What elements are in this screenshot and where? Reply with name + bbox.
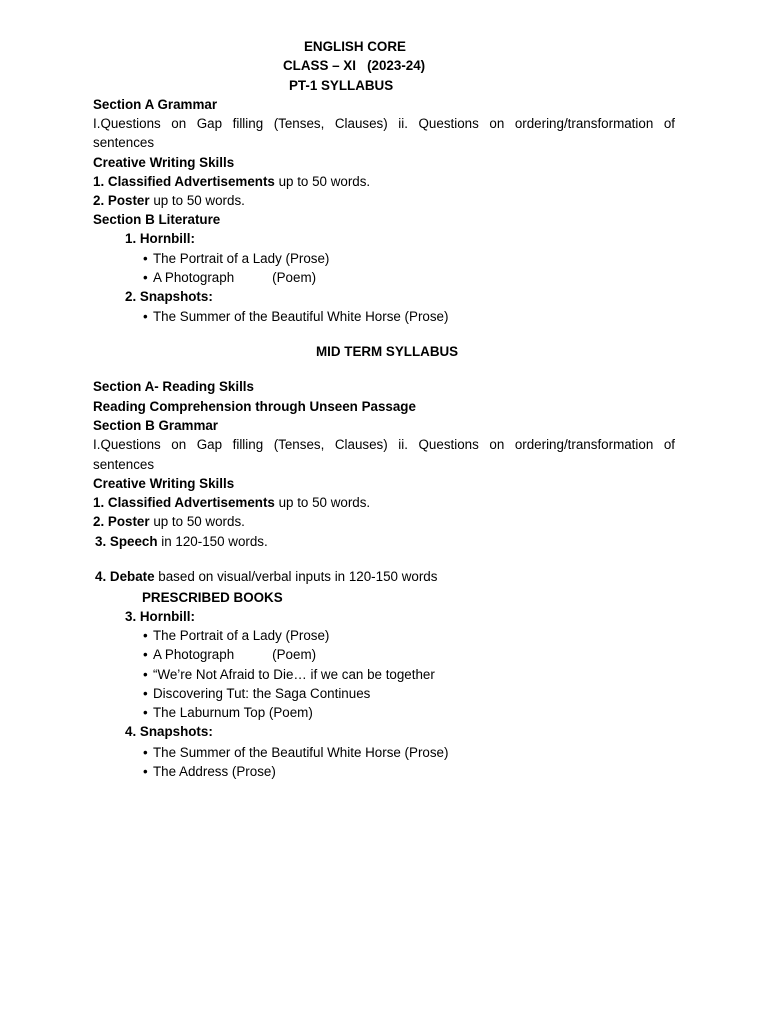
mid-snapshots-heading: 4. Snapshots: — [125, 724, 213, 739]
item-rest: up to 50 words. — [149, 193, 245, 208]
pt1-cw-item-1 — [93, 174, 370, 190]
pt1-hornbill-item — [153, 270, 316, 286]
mid-section-b-heading: Section B Grammar — [93, 418, 219, 433]
pt1-creative-writing-heading: Creative Writing Skills — [93, 155, 235, 170]
item-number: 1. — [93, 495, 105, 510]
pt1-hornbill-heading: 1. Hornbill: — [125, 231, 195, 246]
item-number: 2. — [93, 193, 105, 208]
pt1-cw-item-2 — [93, 193, 245, 209]
item-number: 4. — [95, 569, 107, 584]
pt1-snapshots-item: • The Summer of the Beautiful White Horse (Prose) — [153, 309, 448, 325]
mid-cw-item-1 — [93, 495, 370, 511]
mid-hornbill-item: • Discovering Tut: the Saga Continues — [153, 686, 370, 702]
mid-hornbill-item: • “We’re Not Afraid to Die… if we can be together — [153, 667, 435, 683]
item-bold: Classified Advertisements — [107, 495, 275, 510]
mid-hornbill-heading: 3. Hornbill: — [125, 609, 195, 624]
item-number: 1. — [93, 174, 105, 189]
item-genre: (Poem) — [272, 647, 317, 662]
pt1-grammar-line-2: sentences — [93, 135, 155, 150]
item-title: A Photograph — [153, 647, 235, 662]
doc-title: ENGLISH CORE — [304, 39, 406, 54]
class-title: CLASS – XI (2023-24) — [283, 58, 426, 73]
item-rest: in 120-150 words. — [157, 534, 268, 549]
item-rest: up to 50 words. — [274, 174, 371, 189]
item-number: 3. — [95, 534, 107, 549]
mid-section-a-heading: Section A- Reading Skills — [93, 379, 254, 394]
mid-hornbill-item — [153, 647, 316, 663]
item-bold: Debate — [109, 569, 155, 584]
item-rest: up to 50 words. — [149, 514, 245, 529]
item-number: 2. — [93, 514, 105, 529]
prescribed-books-heading: PRESCRIBED BOOKS — [142, 590, 283, 605]
pt1-section-a-heading: Section A Grammar — [93, 97, 218, 112]
mid-snapshots-item: • The Address (Prose) — [153, 764, 276, 780]
pt1-title: PT-1 SYLLABUS — [289, 78, 394, 93]
pt1-hornbill-item: • The Portrait of a Lady (Prose) — [153, 251, 329, 267]
pt1-snapshots-heading: 2. Snapshots: — [125, 289, 213, 304]
pt1-grammar-line-1: I.Questions on Gap filling (Tenses, Clauses) ii. Questions on ordering/transformation of — [93, 116, 675, 131]
item-title: A Photograph — [153, 270, 235, 285]
mid-term-title: MID TERM SYLLABUS — [316, 344, 459, 359]
mid-snapshots-item: • The Summer of the Beautiful White Horse (Prose) — [153, 745, 448, 761]
mid-grammar-line-2: sentences — [93, 457, 155, 472]
item-bold: Poster — [107, 514, 150, 529]
mid-hornbill-item: • The Laburnum Top (Poem) — [153, 705, 313, 721]
item-bold: Classified Advertisements — [107, 174, 275, 189]
item-bold: Speech — [109, 534, 158, 549]
item-genre: (Poem) — [272, 270, 317, 285]
pt1-section-b-heading: Section B Literature — [93, 212, 221, 227]
mid-grammar-line-1: I.Questions on Gap filling (Tenses, Clauses) ii. Questions on ordering/transformation of — [93, 437, 675, 452]
item-rest: up to 50 words. — [274, 495, 371, 510]
mid-reading-comprehension: Reading Comprehension through Unseen Passage — [93, 399, 416, 414]
mid-cw-item-3 — [95, 534, 268, 550]
mid-cw-item-4 — [95, 569, 437, 585]
mid-creative-writing-heading: Creative Writing Skills — [93, 476, 235, 491]
mid-cw-item-2 — [93, 514, 245, 530]
mid-hornbill-item: • The Portrait of a Lady (Prose) — [153, 628, 329, 644]
item-rest: based on visual/verbal inputs in 120-150 words — [154, 569, 438, 584]
item-bold: Poster — [107, 193, 150, 208]
